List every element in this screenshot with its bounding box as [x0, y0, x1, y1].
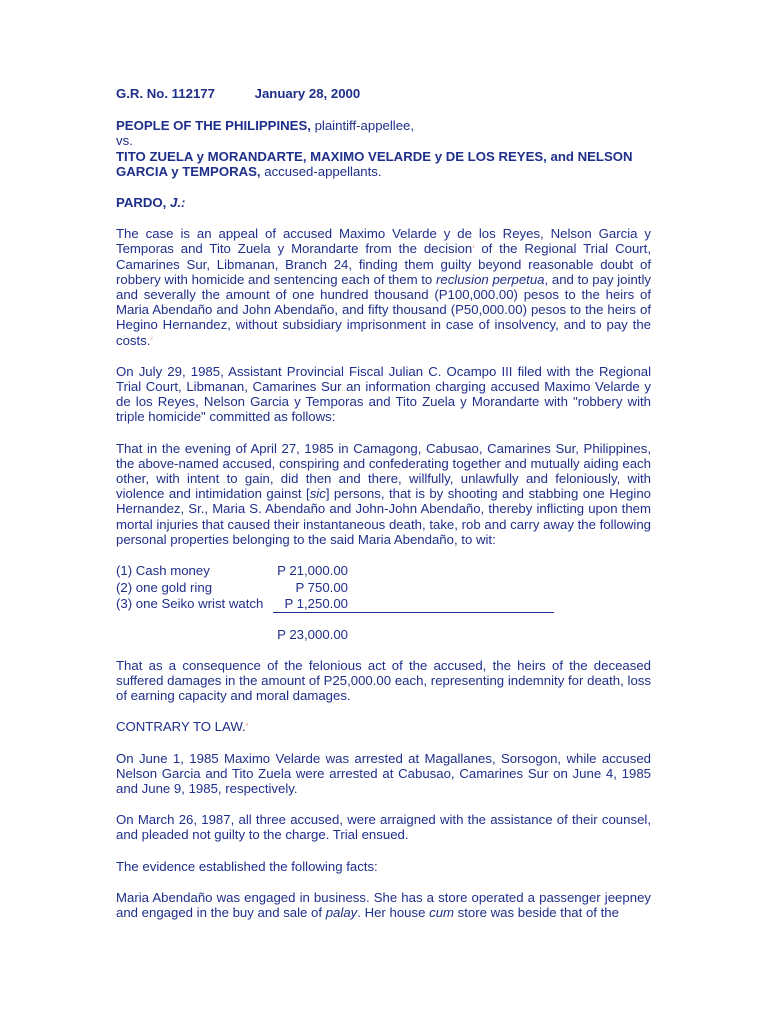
paragraph-text: That in the evening of April 27, 1985 in Camagong, Cabusao, Camarines Sur, Philippines, the above-named accused, conspiring and confederating together and mutually aiding each other, with intent to gain, did then and there, willfully, unlawfully and feloniously, with violence and intimidation gainst [: [116, 440, 651, 502]
footnote-link-2[interactable]: 2: [150, 335, 153, 341]
paragraph-facts: [116, 890, 651, 920]
paragraph-appeal: [116, 226, 651, 348]
emphasis-text: reclusion perpetua: [435, 271, 545, 287]
divider-line: [273, 612, 554, 613]
property-item: [116, 580, 556, 597]
plaintiff-role: plaintiff-appellee,: [310, 118, 415, 134]
property-total-row: [116, 627, 556, 642]
paragraph-text: . Her house: [357, 905, 430, 920]
paragraph-damages: That as a consequence of the felonious act of the accused, the heirs of the deceased suffered damages in the amount of P25,000.00 each, representing indemnity for death, loss of earning capacity and moral damages.: [116, 657, 651, 704]
paragraph-text: store was beside that of the: [454, 905, 619, 920]
paragraph-text: , and to pay jointly and severally the amount of one hundred thousand (P100,000.00) pesos to the heirs of Maria Abendaño and John Abendaño, and fifty thousand (P50,000.00) pesos to the heirs of Hegino Hernandez, without subsidiary imprisonment in case of insolvency, and to pay the costs.: [116, 271, 651, 348]
property-label: (3) one Seiko wrist watch: [116, 596, 264, 612]
property-list: [116, 563, 556, 642]
total-spacer: [116, 627, 271, 642]
paragraph-information: On July 29, 1985, Assistant Provincial Fiscal Julian C. Ocampo III filed with the Regional Trial Court, Libmanan, Camarines Sur an information charging accused Maximo Velarde y de los Reyes, Nelson Garcia y Temporas and Tito Zuela y Morandarte with "robbery with triple homicide" committed as follows:: [116, 363, 651, 425]
paragraph-text: of the Regional Trial Court, Camarines Sur, Libmanan, Branch 24, finding them guilty beyond reasonable doubt of robbery with homicide and sentencing each of them to: [116, 241, 651, 287]
emphasis-text: cum: [429, 905, 455, 920]
case-header: [116, 86, 651, 101]
property-amount: P 1,250.00: [284, 596, 348, 612]
property-item: [116, 596, 556, 613]
property-label: (2) one gold ring: [116, 579, 213, 595]
paragraph-evidence-intro: The evidence established the following facts:: [116, 858, 378, 874]
judge-name: PARDO,: [116, 195, 170, 211]
accused-names: TITO ZUELA y MORANDARTE, MAXIMO VELARDE y DE LOS REYES, and NELSON GARCIA y TEMPORAS,: [116, 148, 633, 179]
emphasis-text: palay: [325, 905, 358, 920]
paragraph-arraignment: On March 26, 1987, all three accused, were arraigned with the assistance of their counsel, and pleaded not guilty to the charge. Trial ensued.: [116, 812, 651, 843]
property-amount: P 750.00: [295, 579, 348, 595]
paragraph-arrest: On June 1, 1985 Maximo Velarde was arrested at Magallanes, Sorsogon, while accused Nelson Garcia and Tito Zuela were arrested at Cabusao, Camarines Sur on June 4, 1985 and June 9, 1985, respectively.: [116, 750, 651, 796]
case-date: January 28, 2000: [254, 86, 361, 101]
paragraph-text: Maria Abendaño was engaged in business. She has a store operated a passenger jeepney and engaged in the buy and sale of: [116, 889, 651, 920]
ponente: [116, 195, 651, 210]
property-item: [116, 563, 556, 580]
document-page: [116, 86, 651, 920]
plaintiff-name: PEOPLE OF THE PHILIPPINES,: [116, 118, 311, 134]
footnote-link-1[interactable]: 1: [472, 244, 475, 250]
accused-role: accused-appellants.: [260, 163, 382, 179]
paragraph-text: The case is an appeal of accused Maximo Velarde y de los Reyes, Nelson Garcia y Temporas and Tito Zuela y Morandarte from the decision: [116, 226, 651, 257]
emphasis-text: sic: [309, 486, 326, 502]
paragraph-text: CONTRARY TO LAW.: [116, 719, 246, 735]
property-amount: P 21,000.00: [277, 563, 348, 579]
paragraph-text: ] persons, that is by shooting and stabbing one Hegino Hernandez, Sr., Maria S. Abendaño and John-John Abendaño, thereby inflicting upon them mortal injuries that caused their instantaneous death, take, rob and carry away the following personal properties belonging to the said Maria Abendaño, to wit:: [116, 486, 651, 547]
paragraph-contrary: [116, 719, 651, 734]
versus-label: vs.: [116, 133, 133, 149]
paragraph-charge: [116, 441, 651, 547]
judge-title: J.:: [169, 195, 186, 211]
property-label: (1) Cash money: [116, 563, 210, 579]
property-total: P 23,000.00: [277, 626, 348, 642]
case-number: G.R. No. 112177: [116, 86, 215, 101]
footnote-link-3[interactable]: 3: [245, 722, 248, 727]
case-parties: [116, 118, 651, 179]
